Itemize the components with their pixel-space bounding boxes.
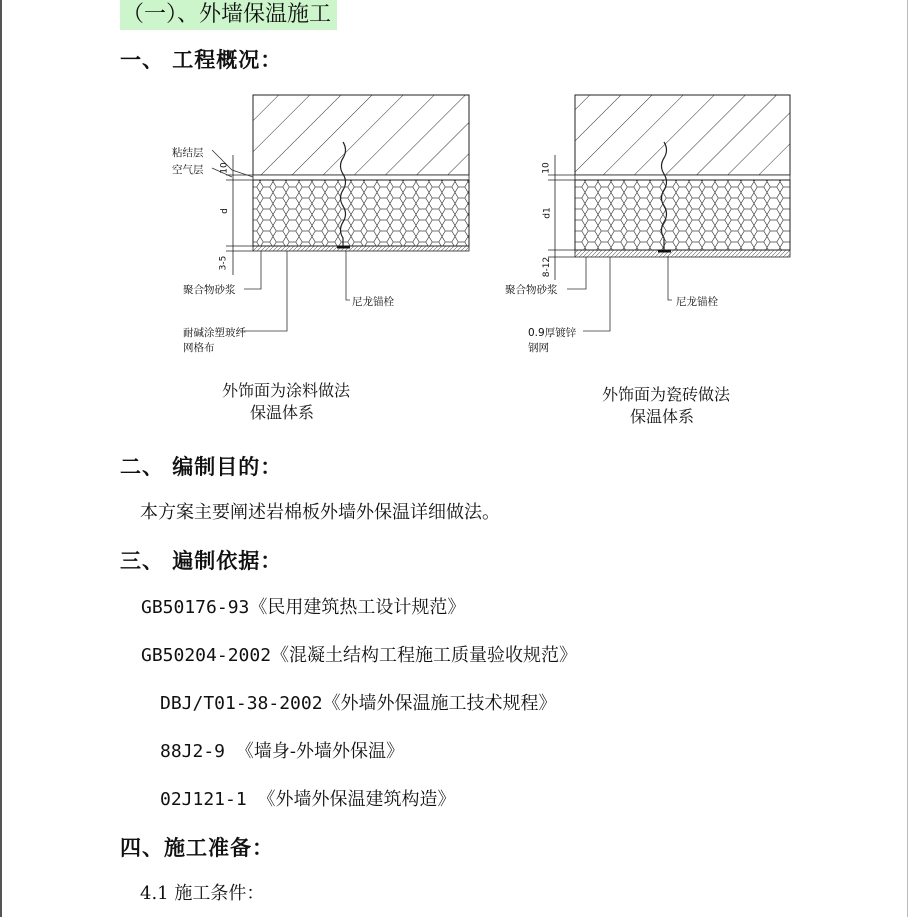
purpose-text: 本方案主要阐述岩棉板外墙外保温详细做法。 xyxy=(140,502,500,523)
reference-item xyxy=(160,689,557,715)
reference-name: 《混凝土结构工程施工质量验收规范》 xyxy=(271,645,578,666)
heading-purpose: 二、 编制目的： xyxy=(120,455,283,479)
right-wall-base xyxy=(575,95,790,175)
right-mortar-layer xyxy=(575,250,790,257)
label-air-layer: 空气层 xyxy=(172,164,204,176)
reference-item xyxy=(141,593,465,619)
label-mesh-line1: 耐碱涂塑玻纤 xyxy=(183,327,246,339)
diagram-right xyxy=(548,95,790,331)
heading-basis: 三、 遍制依据： xyxy=(120,549,283,573)
right-label-mesh-line1: 0.9厚镀锌 xyxy=(528,327,577,339)
leader-mortar xyxy=(244,251,261,289)
right-adhesive-layer xyxy=(575,175,790,180)
label-polymer-mortar: 聚合物砂浆 xyxy=(183,284,236,296)
diagram-left xyxy=(212,95,469,331)
reference-name: 《墙身-外墙外保温》 xyxy=(235,741,404,762)
heading-preparation: 四、施工准备： xyxy=(120,836,274,860)
right-leader-anchor xyxy=(668,256,672,300)
section-title: （一）、外墙保温施工 xyxy=(120,0,337,30)
heading-project-overview: 一、 工程概况： xyxy=(120,48,283,72)
leader-adhesive xyxy=(212,150,253,177)
left-wall-base xyxy=(253,95,469,175)
left-insulation-board xyxy=(253,180,469,246)
caption-left-line1: 外饰面为涂料做法 xyxy=(222,381,351,400)
reference-name: 《外墙外保温建筑构造》 xyxy=(257,789,456,810)
dim-left-bottom: 3-5 xyxy=(218,255,229,271)
reference-item xyxy=(160,737,404,763)
left-polymer-mortar-layer xyxy=(253,246,469,251)
dim-left-top: 10 xyxy=(219,162,230,174)
right-label-polymer-mortar: 聚合物砂浆 xyxy=(505,284,558,296)
leader-mesh xyxy=(240,251,287,331)
label-mesh-line2: 网格布 xyxy=(183,342,215,354)
left-dimension-line xyxy=(226,155,253,275)
caption-right-line2: 保温体系 xyxy=(630,407,695,426)
reference-code: 88J2-9 xyxy=(160,741,236,762)
right-leader-mesh xyxy=(583,257,610,331)
label-adhesive-layer: 粘结层 xyxy=(172,147,204,159)
dim-right-bottom: 8-12 xyxy=(542,256,553,278)
reference-code: DBJ/T01-38-2002 xyxy=(160,693,323,714)
right-insulation-board xyxy=(575,180,790,250)
subsection-conditions: 4.1 施工条件： xyxy=(140,883,265,904)
right-label-mesh-line2: 钢网 xyxy=(528,342,549,354)
reference-item xyxy=(160,785,456,811)
reference-code: GB50176-93 xyxy=(141,597,250,618)
reference-code: GB50204-2002 xyxy=(141,645,272,666)
dim-right-mid: d1 xyxy=(542,207,553,219)
right-leader-mortar xyxy=(567,257,586,289)
label-nylon-anchor: 尼龙锚栓 xyxy=(352,296,394,308)
leader-anchor xyxy=(346,251,350,300)
reference-item xyxy=(141,641,577,667)
left-adhesive-layer xyxy=(253,175,469,180)
dim-right-top: 10 xyxy=(541,162,552,174)
right-label-nylon-anchor: 尼龙锚栓 xyxy=(676,296,718,308)
reference-name: 《外墙外保温施工技术规程》 xyxy=(322,693,557,714)
caption-left-line2: 保温体系 xyxy=(250,403,315,422)
caption-right-line1: 外饰面为瓷砖做法 xyxy=(602,385,731,404)
reference-code: 02J121-1 xyxy=(160,789,258,810)
reference-name: 《民用建筑热工设计规范》 xyxy=(249,597,466,618)
dim-left-mid: d xyxy=(219,208,230,214)
